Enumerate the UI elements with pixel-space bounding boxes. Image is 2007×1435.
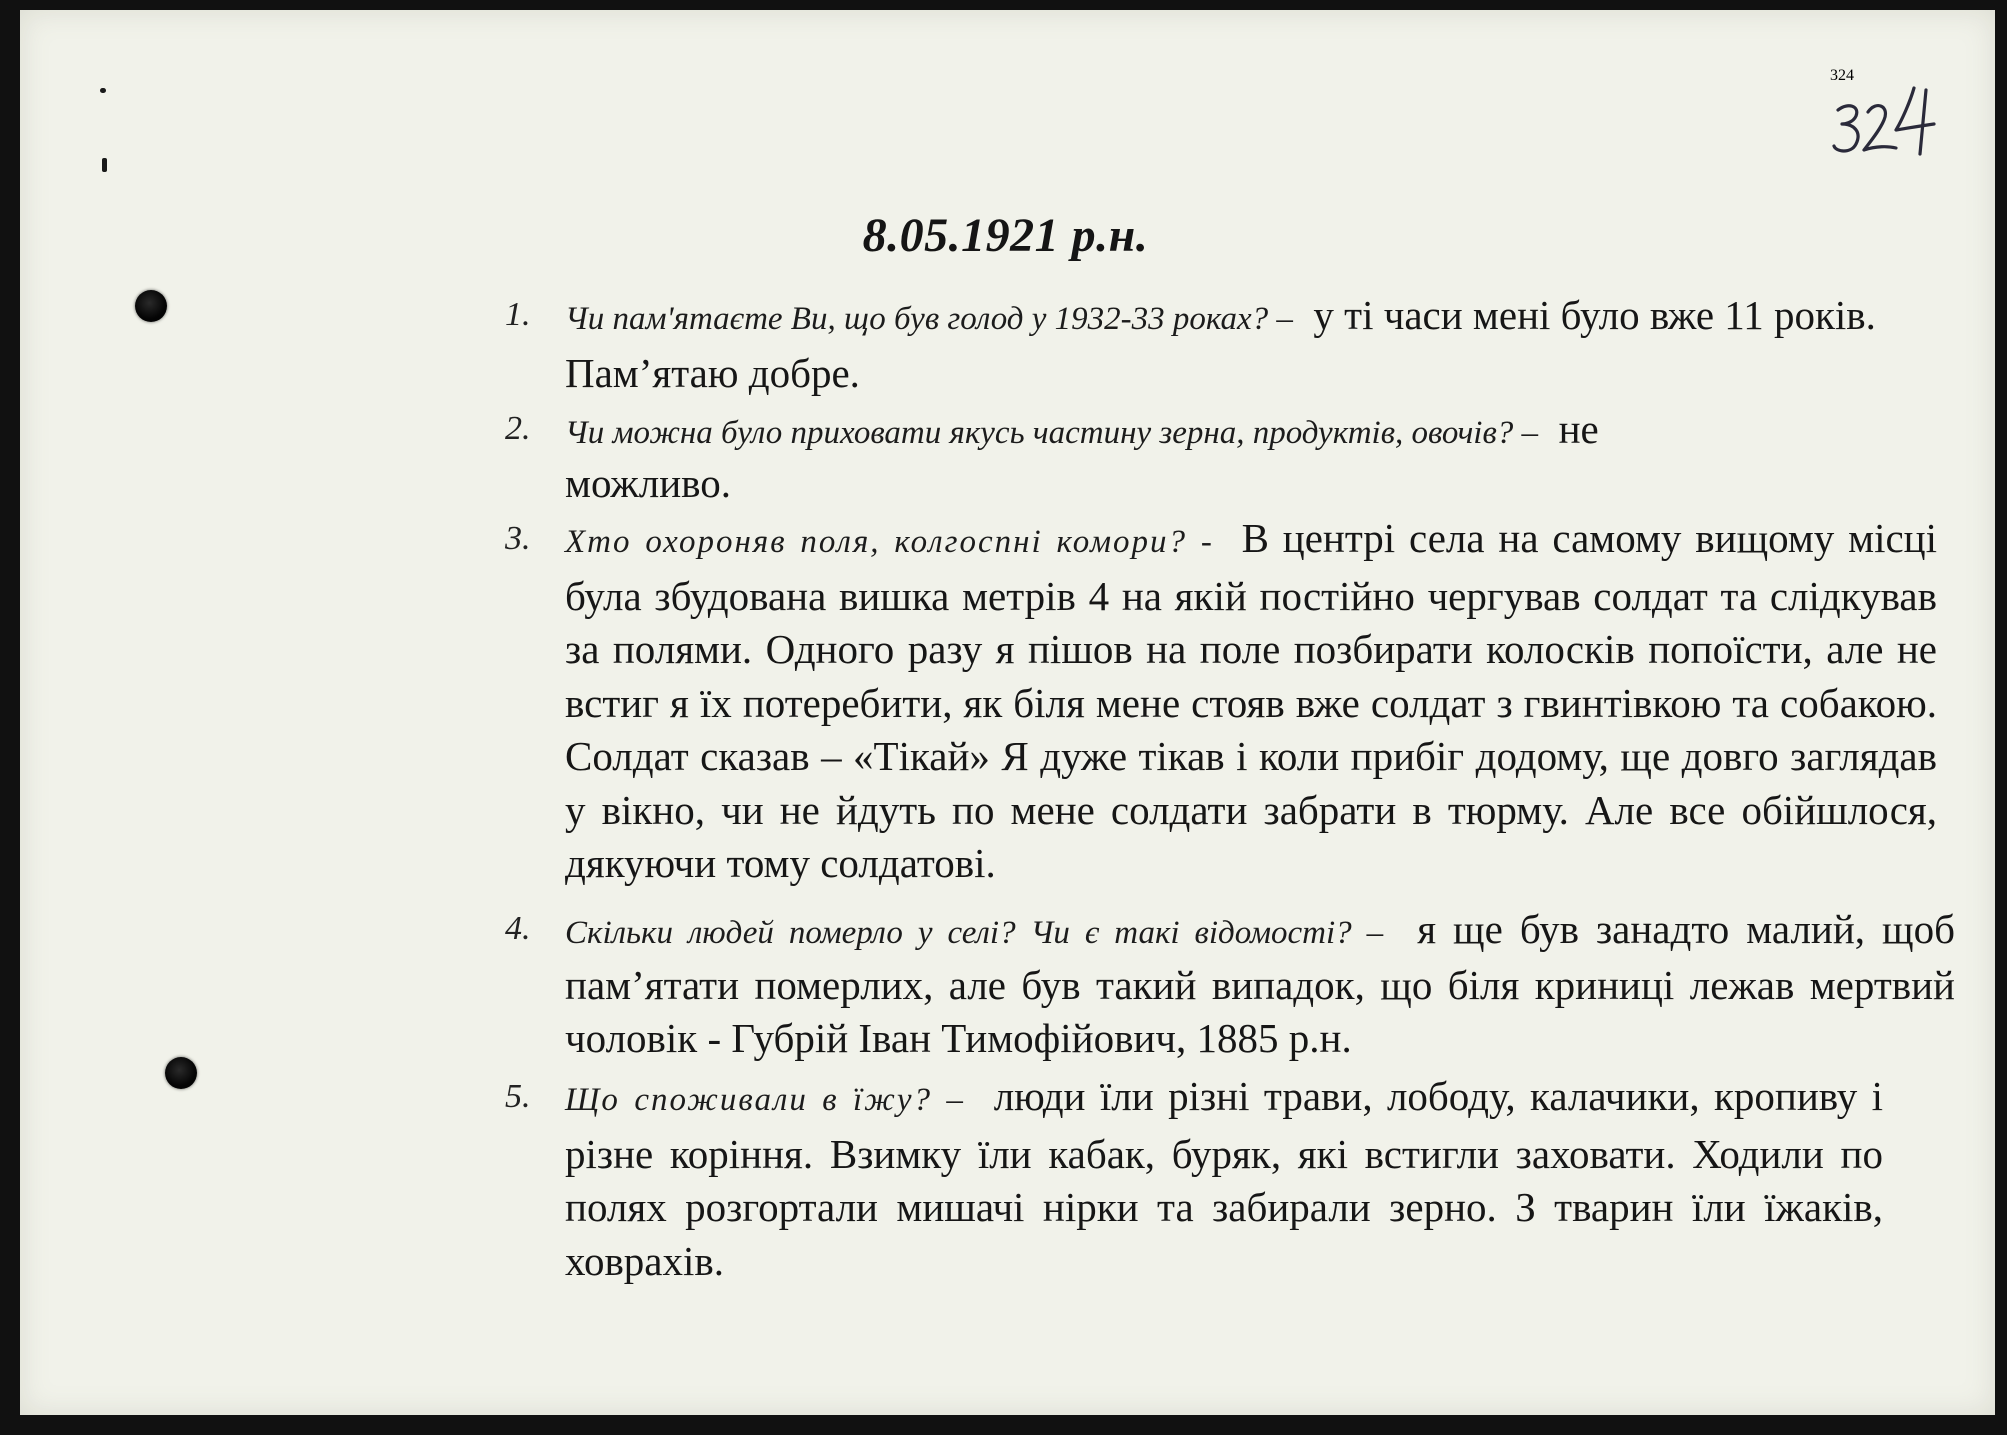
interview-qa-list <box>485 288 1955 1288</box>
date-text: 8.05.1921 р.н. <box>862 209 1149 262</box>
punch-hole-top <box>135 290 167 322</box>
stray-mark <box>100 88 106 93</box>
answer-text: В центрі села на самому вищому місці була збудована вишка метрів 4 на якій постійно чергував солдат та слідкував за полями. Одного разу я пішов на поле позбирати колосків попоїсти, але не встиг я їх потеребити, як біля мене стояв вже солдат з гвинтівкою та собакою. Солдат сказав – «Тікай» Я дуже тікав і коли прибіг додому, ще довго заглядав у вікно, чи не йдуть по мене солдати забрати в тюрму. Але все обійшлося, дякуючи тому солдатові. <box>565 515 1938 886</box>
punch-hole-bottom <box>165 1057 197 1089</box>
question-text: Скільки людей померло у селі? Чи є такі відомості? – <box>565 914 1384 951</box>
item-number: 2. <box>505 410 531 447</box>
answer-text: не можливо. <box>565 406 1599 506</box>
item-number: 5. <box>505 1078 531 1115</box>
answer-text: я ще був занадто малий, щоб пам’ятати померлих, але був такий випадок, що біля криниці лежав мертвий чоловік - Губрій Іван Тимофійович, 1885 р.н. <box>565 905 1955 1061</box>
question-text: Чи пам'ятаєте Ви, що був голод у 1932-33 роках? – <box>565 301 1293 337</box>
qa-item <box>485 288 1880 400</box>
item-number: 3. <box>505 520 531 557</box>
qa-item <box>485 404 1665 508</box>
qa-item <box>485 1070 1883 1288</box>
qa-item <box>485 512 1937 891</box>
document-date <box>20 208 1995 263</box>
svg-text:324: 324 <box>1830 67 1854 84</box>
stray-mark <box>102 158 107 172</box>
item-number: 4. <box>505 909 531 947</box>
item-number: 1. <box>505 296 531 333</box>
answer-text: люди їли різні трави, лободу, калачики, кропиву і різне коріння. Взимку їли кабак, буряк, які встигли заховати. Ходили по полях розгортали мишачі нірки та забирали зерно. З тварин їли їжаків, ховрахів. <box>565 1073 1884 1284</box>
answer-text: у ті часи мені було вже 11 років. Пам’ятаю добре. <box>565 292 1876 396</box>
archival-page <box>20 10 1995 1415</box>
handwritten-page-number <box>1830 67 1940 170</box>
question-text: Чи можна було приховати якусь частину зерна, продуктів, овочів? – <box>565 415 1539 451</box>
qa-item <box>485 903 1955 1065</box>
question-text: Що споживали в їжу? – <box>565 1082 965 1118</box>
question-text: Хто охороняв поля, колгоспні комори? - <box>565 524 1214 560</box>
